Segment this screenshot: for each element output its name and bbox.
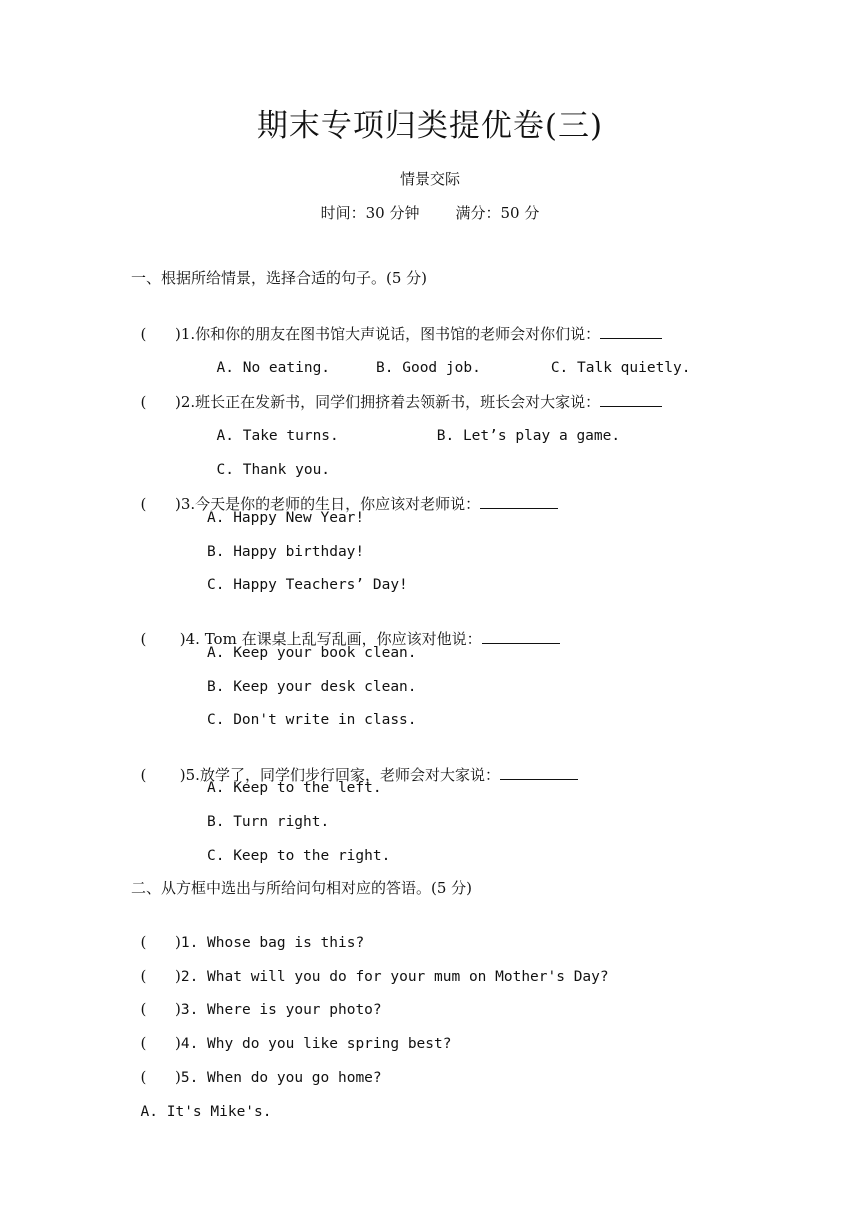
option-c[interactable]: C. Talk quietly. bbox=[550, 360, 691, 376]
answer-paren[interactable]: ( ) bbox=[140, 630, 186, 648]
question-text: 4. Why do you like spring best? bbox=[180, 1036, 452, 1052]
option-b[interactable]: B. Let’s play a game. bbox=[436, 428, 621, 444]
option-b[interactable]: B. Turn right. bbox=[207, 814, 330, 830]
answer-blank[interactable] bbox=[480, 493, 558, 509]
question-text: 3. Where is your photo? bbox=[180, 1002, 382, 1018]
answer-paren[interactable]: ( ) bbox=[140, 325, 181, 343]
question-stem: 1.你和你的朋友在图书馆大声说话，图书馆的老师会对你们说： bbox=[180, 325, 601, 343]
option-b[interactable]: B. Happy birthday! bbox=[207, 544, 365, 560]
answer-text: A. It's Mike's. bbox=[140, 1104, 272, 1120]
question-text: 1. Whose bag is this? bbox=[180, 935, 365, 951]
answer-paren[interactable]: ( ) bbox=[140, 1068, 181, 1086]
option-c[interactable]: C. Thank you. bbox=[216, 462, 331, 478]
question-5-option-a bbox=[207, 777, 382, 798]
full-score: 满分：50 分 bbox=[455, 204, 540, 222]
answer-blank[interactable] bbox=[500, 764, 578, 780]
option-c[interactable]: C. Happy Teachers’ Day! bbox=[207, 577, 408, 593]
option-b[interactable]: B. Keep your desk clean. bbox=[207, 679, 417, 695]
answer-paren[interactable]: ( ) bbox=[140, 766, 186, 784]
option-c[interactable]: C. Don't write in class. bbox=[207, 712, 417, 728]
page-title: 期末专项归类提优卷(三) bbox=[256, 108, 604, 144]
question-4-option-c bbox=[207, 709, 417, 730]
question-stem: 2.班长正在发新书，同学们拥挤着去领新书，班长会对大家说： bbox=[180, 393, 601, 411]
section2-heading: 二、从方框中选出与所给问句相对应的答语。(5 分) bbox=[131, 879, 473, 897]
option-a[interactable]: A. Keep your book clean. bbox=[207, 645, 417, 661]
option-a[interactable]: A. Happy New Year! bbox=[207, 510, 365, 526]
time-limit: 时间：30 分钟 bbox=[320, 204, 420, 222]
question-3-option-b bbox=[207, 541, 364, 562]
section1-heading: 一、根据所给情景，选择合适的句子。(5 分) bbox=[131, 269, 428, 287]
question-text: 2. What will you do for your mum on Mother's Day? bbox=[180, 969, 609, 985]
answer-blank[interactable] bbox=[482, 628, 560, 644]
question-stem: 3.今天是你的老师的生日，你应该对老师说： bbox=[180, 495, 481, 513]
answer-paren[interactable]: ( ) bbox=[140, 1000, 181, 1018]
question-stem: 5.放学了，同学们步行回家，老师会对大家说： bbox=[185, 766, 500, 784]
answer-paren[interactable]: ( ) bbox=[140, 967, 181, 985]
answer-paren[interactable]: ( ) bbox=[140, 393, 181, 411]
answer-paren[interactable]: ( ) bbox=[140, 1034, 181, 1052]
option-b[interactable]: B. Good job. bbox=[376, 360, 481, 376]
exam-meta bbox=[0, 202, 860, 223]
option-a[interactable]: A. No eating. bbox=[216, 360, 331, 376]
question-3-option-c bbox=[207, 574, 408, 595]
question-5-option-b bbox=[207, 811, 329, 832]
question-stem: 4. Tom 在课桌上乱写乱画，你应该对他说： bbox=[185, 630, 482, 648]
question-5-option-c bbox=[207, 845, 390, 866]
question-4-option-b bbox=[207, 676, 417, 697]
question-4-option-a bbox=[207, 642, 417, 663]
option-c[interactable]: C. Keep to the right. bbox=[207, 848, 391, 864]
answer-paren[interactable]: ( ) bbox=[140, 933, 181, 951]
question-text: 5. When do you go home? bbox=[180, 1070, 382, 1086]
answer-option-a bbox=[131, 1081, 272, 1122]
option-a[interactable]: A. Take turns. bbox=[216, 428, 339, 444]
question-3-option-a bbox=[207, 507, 364, 528]
option-a[interactable]: A. Keep to the left. bbox=[207, 780, 382, 796]
answer-paren[interactable]: ( ) bbox=[140, 495, 181, 513]
subtitle: 情景交际 bbox=[399, 170, 460, 188]
